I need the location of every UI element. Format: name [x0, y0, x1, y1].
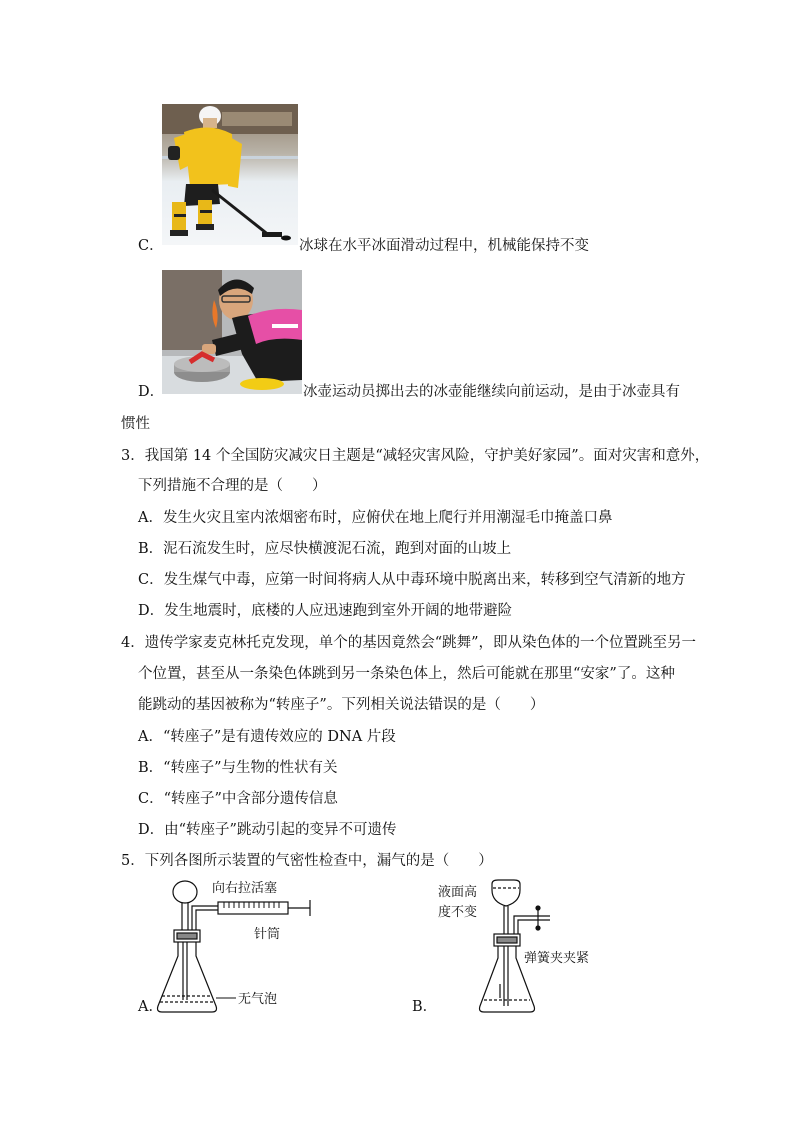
ice-hockey-photo — [162, 104, 298, 245]
q4-stem-line3: 能跳动的基因被称为“转座子”。下列相关说法错误的是（ ） — [138, 697, 545, 713]
option-c-letter: C． — [138, 238, 164, 254]
q4-option-b: B．“转座子”与生物的性状有关 — [138, 760, 338, 776]
label-no-bubble: 无气泡 — [238, 992, 278, 1007]
curling-photo — [162, 270, 302, 394]
q3-stem-line2: 下列措施不合理的是（ ） — [138, 478, 327, 494]
q3-stem-line1: 3．我国第 14 个全国防灾减灾日主题是“减轻灾害风险，守护美好家园”。面对灾害和意外， — [121, 448, 710, 464]
option-d-text-cont: 惯性 — [121, 416, 150, 432]
option-d-text: 冰壶运动员掷出去的冰壶能继续向前运动，是由于冰壶具有 — [303, 384, 680, 400]
figure-b-funnel-apparatus — [430, 878, 620, 1023]
option-d-letter: D． — [138, 384, 165, 400]
label-syringe: 针筒 — [254, 927, 281, 942]
label-clamp: 弹簧夹夹紧 — [524, 951, 590, 966]
q3-option-a: A．发生火灾且室内浓烟密布时，应俯伏在地上爬行并用潮湿毛巾掩盖口鼻 — [138, 510, 613, 526]
q4-stem-line2: 个位置，甚至从一条染色体跳到另一条染色体上，然后可能就在那里“安家”了。这种 — [138, 666, 675, 682]
q4-option-c: C．“转座子”中含部分遗传信息 — [138, 791, 338, 807]
label-level-1: 液面高 — [438, 885, 478, 900]
q3-option-b: B．泥石流发生时，应尽快横渡泥石流，跑到对面的山坡上 — [138, 541, 512, 557]
label-level-2: 度不变 — [438, 905, 478, 920]
figure-a-letter: A． — [138, 999, 163, 1015]
q4-option-a: A．“转座子”是有遗传效应的 DNA 片段 — [138, 729, 396, 745]
q5-stem: 5．下列各图所示装置的气密性检查中，漏气的是（ ） — [121, 853, 493, 869]
figure-b-letter: B． — [412, 999, 438, 1015]
q4-stem-line1: 4．遗传学家麦克林托克发现，单个的基因竟然会“跳舞”，即从染色体的一个位置跳至另一 — [121, 635, 697, 651]
figure-a-syringe-apparatus — [150, 878, 330, 1023]
q3-option-d: D．发生地震时，底楼的人应迅速跑到室外开阔的地带避险 — [138, 603, 513, 619]
option-c-text: 冰球在水平冰面滑动过程中，机械能保持不变 — [299, 238, 589, 254]
label-pull-plunger: 向右拉活塞 — [212, 881, 278, 896]
q3-option-c: C．发生煤气中毒，应第一时间将病人从中毒环境中脱离出来，转移到空气清新的地方 — [138, 572, 686, 588]
q4-option-d: D．由“转座子”跳动引起的变异不可遗传 — [138, 822, 397, 838]
